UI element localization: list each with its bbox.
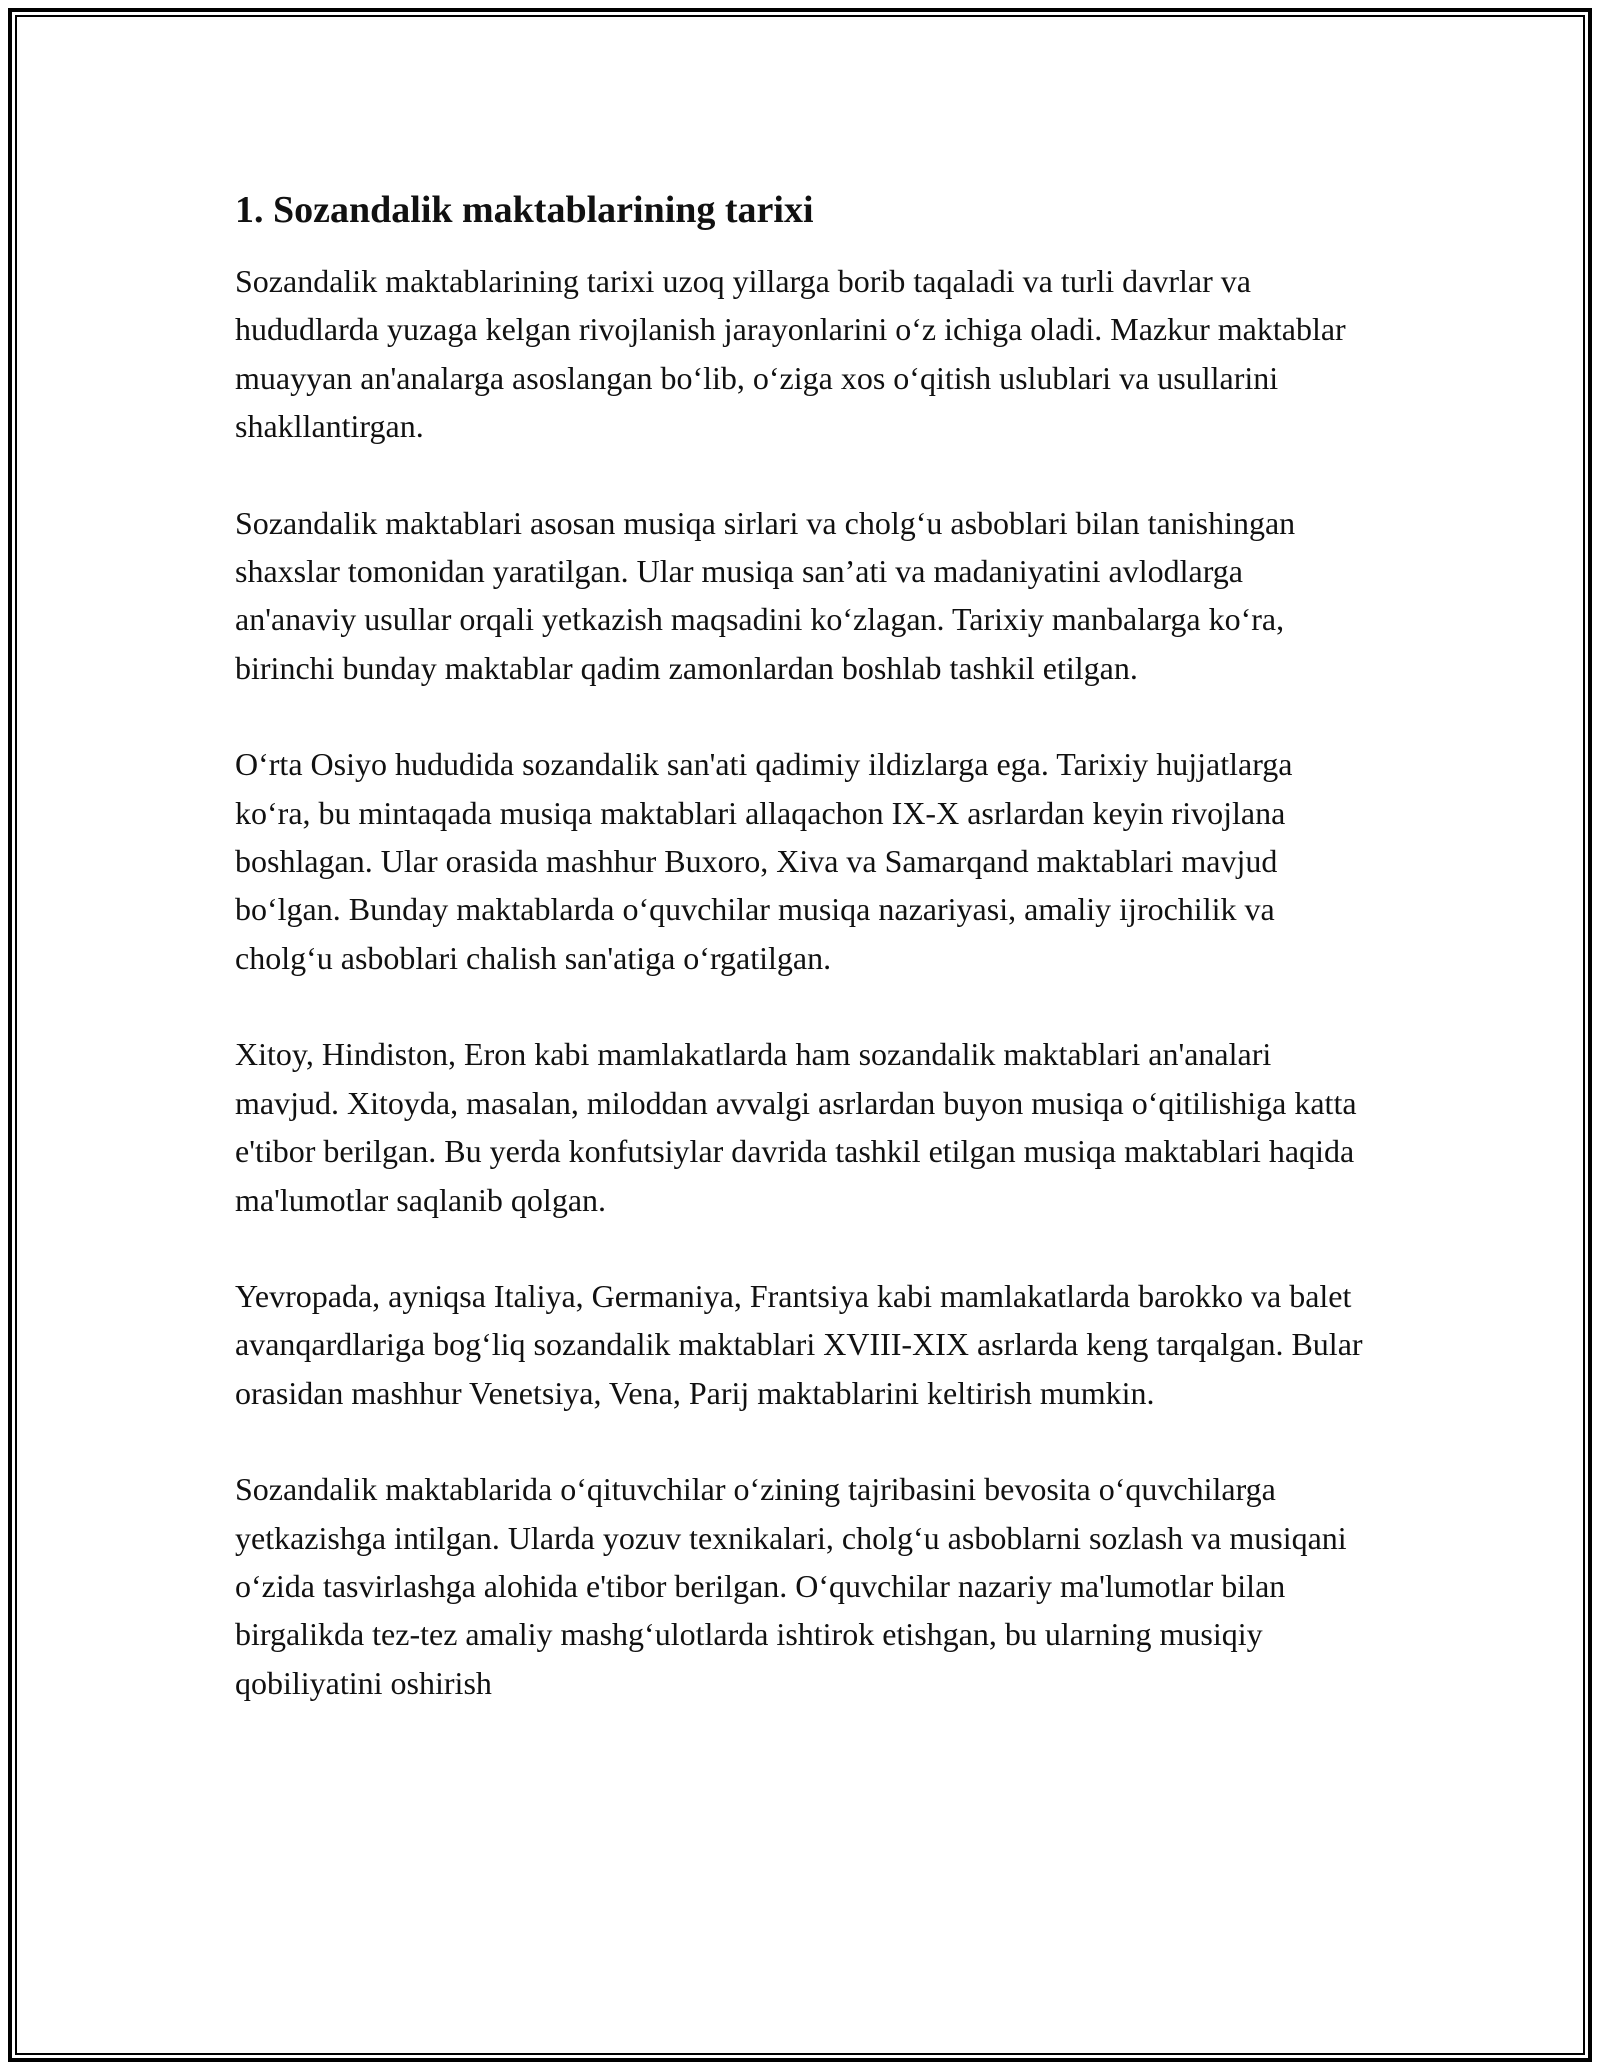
- paragraph-4: Xitoy, Hindiston, Eron kabi mamlakatlarda ham sozandalik maktablari an'analari mavjud. Xitoyda, masalan, miloddan avvalgi asrlardan buyon musiqa o‘qitilishiga katta e'tibor berilgan. Bu yerda konfutsiylar davrida tashkil etilgan musiqa maktablari haqida ma'lumotlar saqlanib qolgan.: [235, 1036, 1357, 1218]
- paragraph-1: Sozandalik maktablarining tarixi uzoq yillarga borib taqaladi va turli davrlar va hududlarda yuzaga kelgan rivojlanish jarayonlarini o‘z ichiga oladi. Mazkur maktablar muayyan an'analarga asoslangan bo‘lib, o‘ziga xos o‘qitish uslublari va usullarini shakllantirgan.: [235, 263, 1346, 445]
- section-heading: 1. Sozandalik maktablarining tarixi: [235, 189, 814, 231]
- paragraph-6: Sozandalik maktablarida o‘qituvchilar o‘zining tajribasini bevosita o‘quvchilarga yetkazishga intilgan. Ularda yozuv texnikalari, cholg‘u asboblarni sozlash va musiqani o‘zida tasvirlashga alohida e'tibor berilgan. O‘quvchilar nazariy ma'lumotlar bilan birgalikda tez-tez amaliy mashg‘ulotlarda ishtirok etishgan, bu ularning musiqiy qobiliyatini oshirish: [235, 1471, 1347, 1701]
- paragraph-5: Yevropada, ayniqsa Italiya, Germaniya, Frantsiya kabi mamlakatlarda barokko va balet avanqardlariga bog‘liq sozandalik maktablari XVIII-XIX asrlarda keng tarqalgan. Bular orasidan mashhur Venetsiya, Vena, Parij maktablarini keltirish mumkin.: [235, 1277, 1363, 1411]
- paragraph-2: Sozandalik maktablari asosan musiqa sirlari va cholg‘u asboblari bilan tanishingan shaxslar tomonidan yaratilgan. Ular musiqa san’ati va madaniyatini avlodlarga an'anaviy usullar orqali yetkazish maqsadini ko‘zlagan. Tarixiy manbalarga ko‘ra, birinchi bunday maktablar qadim zamonlardan boshlab tashkil etilgan.: [235, 504, 1296, 686]
- document-body: [235, 185, 1365, 1755]
- paragraph-3: O‘rta Osiyo hududida sozandalik san'ati qadimiy ildizlarga ega. Tarixiy hujjatlarga ko‘ra, bu mintaqada musiqa maktablari allaqachon IX-X asrlardan keyin rivojlana boshlagan. Ular orasida mashhur Buxoro, Xiva va Samarqand maktablari mavjud bo‘lgan. Bunday maktablarda o‘quvchilar musiqa nazariyasi, amaliy ijrochilik va cholg‘u asboblari chalish san'atiga o‘rgatilgan.: [235, 746, 1293, 976]
